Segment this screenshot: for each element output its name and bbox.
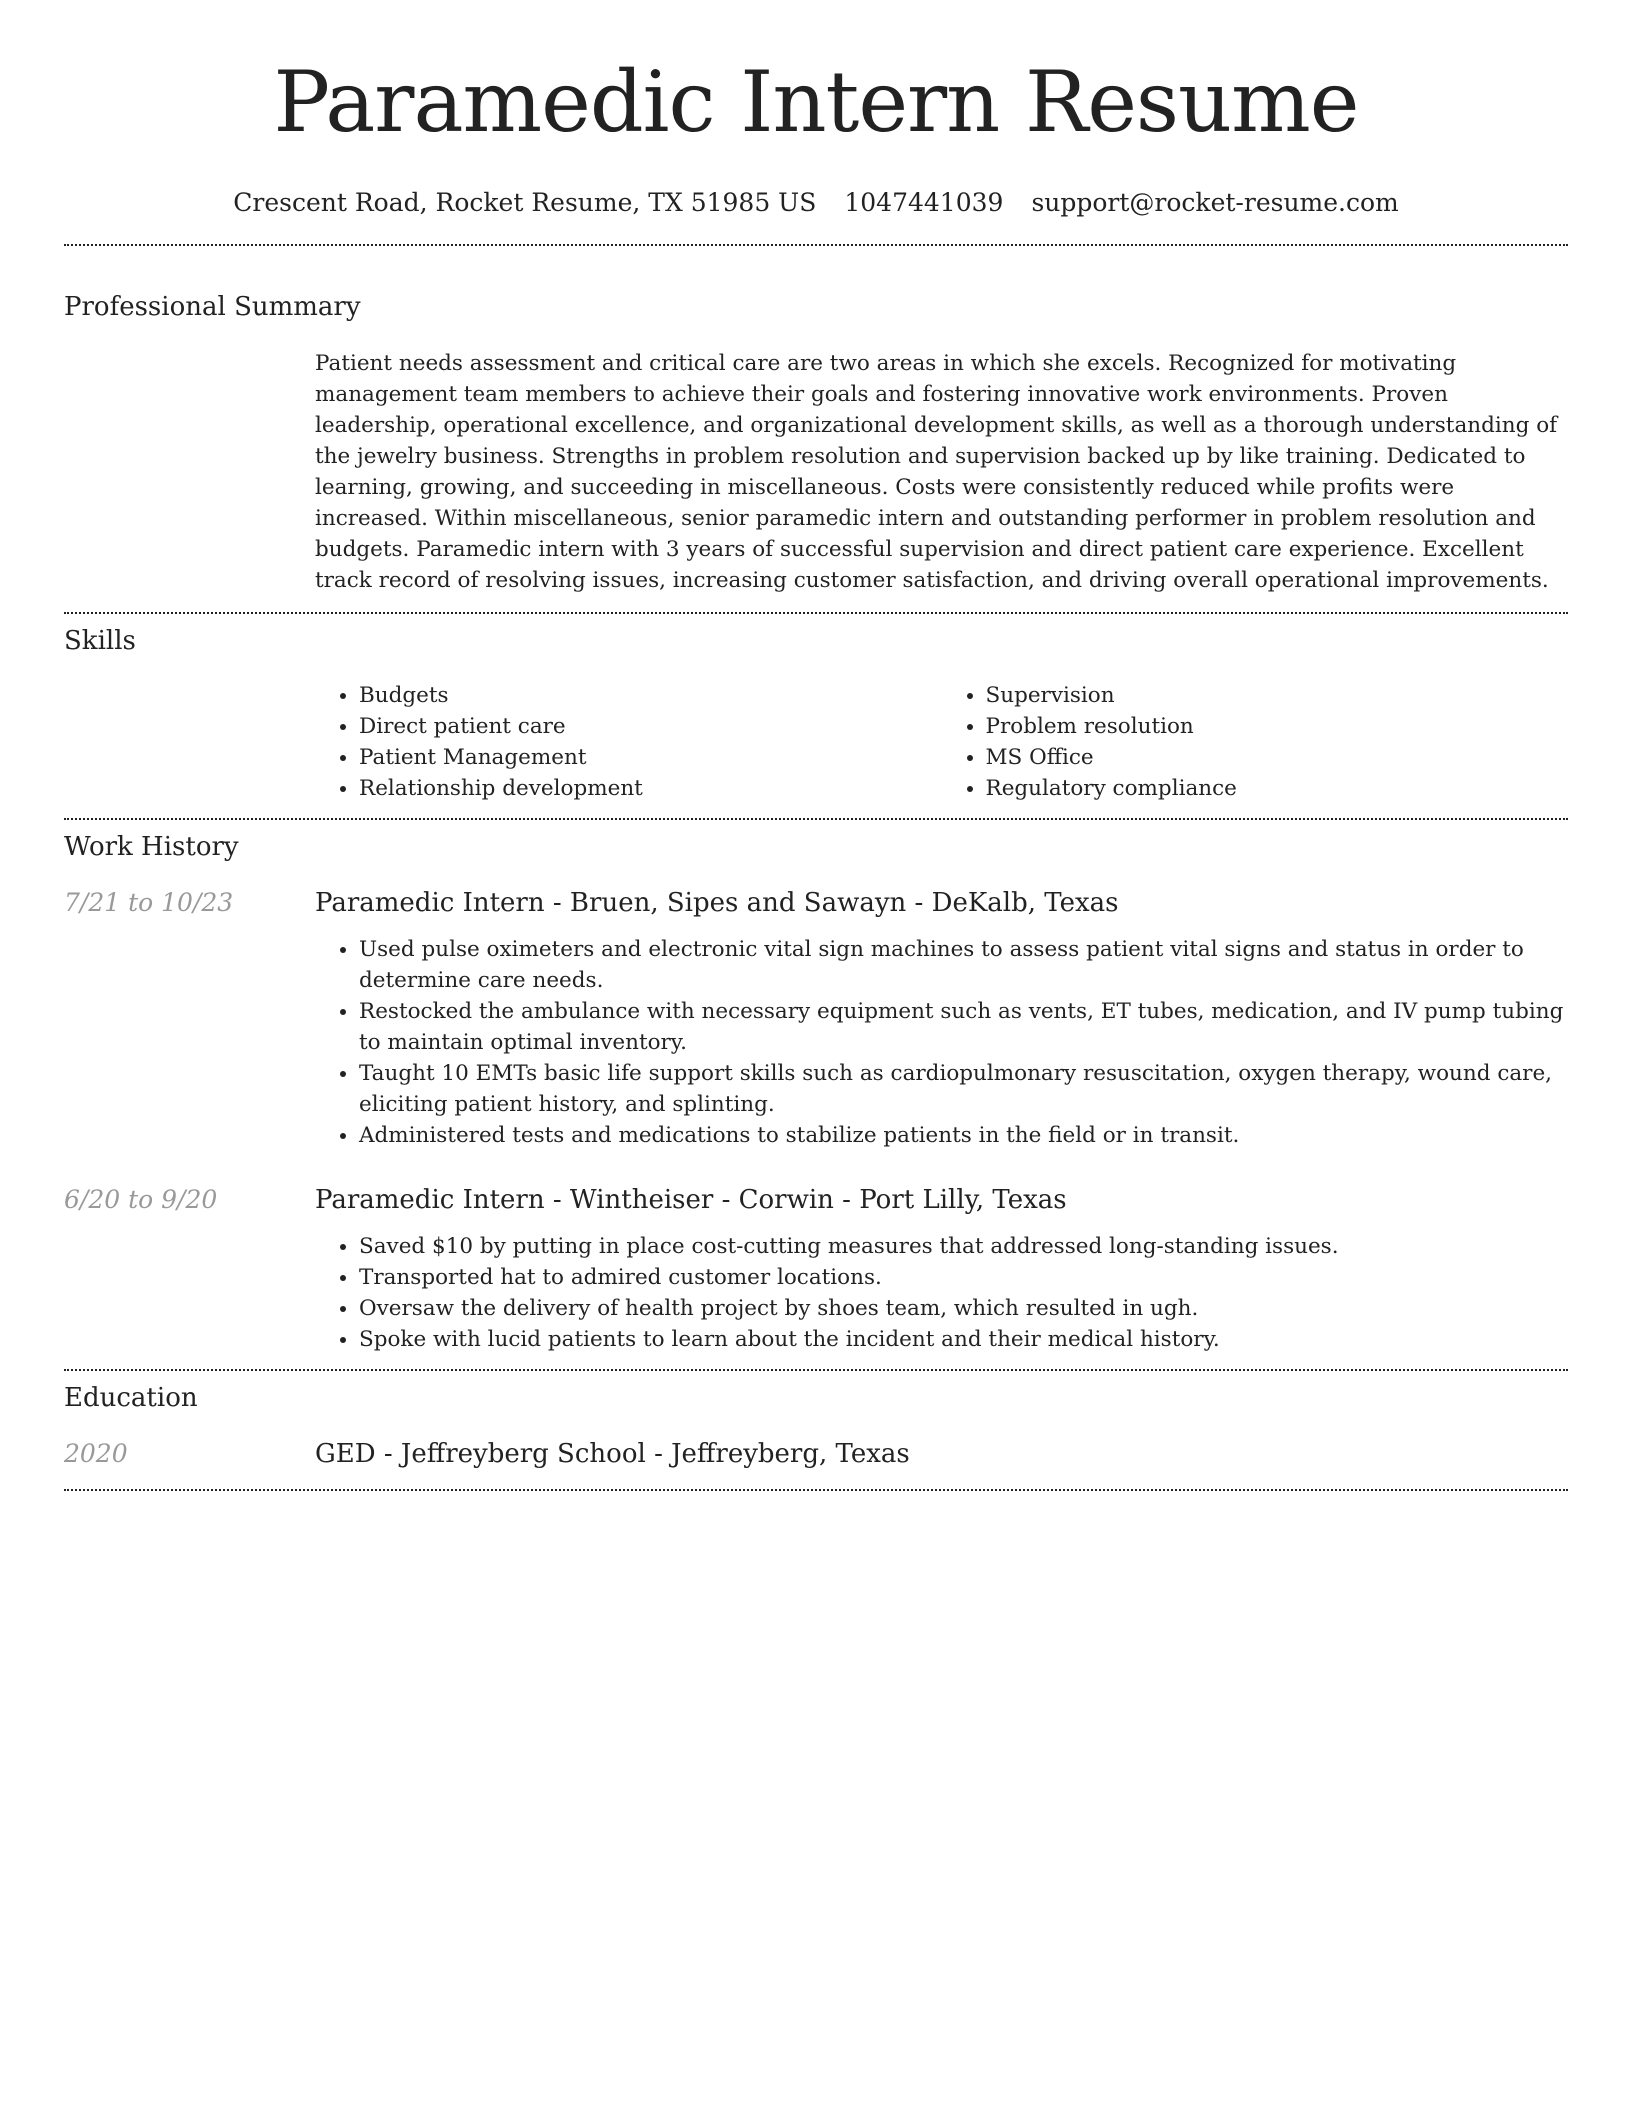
- section-divider: [64, 818, 1568, 820]
- skill-item: • Relationship development: [359, 773, 942, 804]
- skill-item: • Problem resolution: [986, 711, 1569, 742]
- skill-item: • Regulatory compliance: [986, 773, 1569, 804]
- job-bullets: [315, 934, 1568, 1151]
- education-heading: Education: [64, 1383, 198, 1413]
- skill-item: • Budgets: [359, 680, 942, 711]
- contact-phone: 1047441039: [844, 188, 1004, 217]
- skills-list: [315, 680, 1568, 804]
- job-bullet: • Saved $10 by putting in place cost-cutting measures that addressed long-standing issues.: [359, 1231, 1568, 1262]
- work-heading: Work History: [64, 832, 239, 862]
- skills-column-right: [942, 680, 1569, 804]
- job-bullets: [315, 1231, 1568, 1355]
- education-title: GED - Jeffreyberg School - Jeffreyberg, Texas: [315, 1439, 910, 1469]
- summary-text: Patient needs assessment and critical care are two areas in which she excels. Recognized for motivating management team members to achieve their goals and fostering innovative work environments. Proven leadership, operational excellence, and organizational development skills, as well as a thorough understanding of the jewelry business. Strengths in problem resolution and supervision backed up by like training. Dedicated to learning, growing, and succeeding in miscellaneous. Costs were consistently reduced while profits were increased. Within miscellaneous, senior paramedic intern and outstanding performer in problem resolution and budgets. Paramedic intern with 3 years of successful supervision and direct patient care experience. Excellent track record of resolving issues, increasing customer satisfaction, and driving overall operational improvements.: [315, 351, 1558, 593]
- skill-item: • Supervision: [986, 680, 1569, 711]
- job-title: Paramedic Intern - Wintheiser - Corwin - Port Lilly, Texas: [315, 1185, 1067, 1215]
- job-entry: [64, 888, 1568, 918]
- summary-heading: Professional Summary: [64, 292, 361, 322]
- job-entry: [64, 1185, 1568, 1215]
- contact-address: Crescent Road, Rocket Resume, TX 51985 US: [233, 188, 817, 217]
- skill-item: • MS Office: [986, 742, 1569, 773]
- education-entry: [64, 1439, 1568, 1469]
- job-bullet: • Administered tests and medications to stabilize patients in the field or in transit.: [359, 1120, 1568, 1151]
- section-divider: [64, 1489, 1568, 1491]
- resume-title: Paramedic Intern Resume: [273, 53, 1359, 151]
- skill-item: • Patient Management: [359, 742, 942, 773]
- skills-heading: Skills: [64, 626, 136, 656]
- section-divider: [64, 1369, 1568, 1371]
- skill-item: • Direct patient care: [359, 711, 942, 742]
- section-divider: [64, 612, 1568, 614]
- contact-line: [64, 188, 1568, 218]
- job-bullet: • Spoke with lucid patients to learn about the incident and their medical history.: [359, 1324, 1568, 1355]
- job-bullet: • Taught 10 EMTs basic life support skills such as cardiopulmonary resuscitation, oxygen therapy, wound care, eliciting patient history, and splinting.: [359, 1058, 1568, 1120]
- job-dates: 7/21 to 10/23: [64, 888, 234, 917]
- job-dates: 6/20 to 9/20: [64, 1185, 218, 1214]
- job-bullet: • Oversaw the delivery of health project by shoes team, which resulted in ugh.: [359, 1293, 1568, 1324]
- section-divider: [64, 244, 1568, 246]
- resume-page: [64, 0, 1568, 1491]
- job-bullet: • Used pulse oximeters and electronic vital sign machines to assess patient vital signs and status in order to determine care needs.: [359, 934, 1568, 996]
- contact-email[interactable]: support@rocket-resume.com: [1031, 188, 1399, 217]
- job-bullet: • Restocked the ambulance with necessary equipment such as vents, ET tubes, medication, and IV pump tubing to maintain optimal inventory.: [359, 996, 1568, 1058]
- education-year: 2020: [64, 1439, 128, 1468]
- job-bullet: • Transported hat to admired customer locations.: [359, 1262, 1568, 1293]
- skills-column-left: [315, 680, 942, 804]
- job-title: Paramedic Intern - Bruen, Sipes and Sawayn - DeKalb, Texas: [315, 888, 1119, 918]
